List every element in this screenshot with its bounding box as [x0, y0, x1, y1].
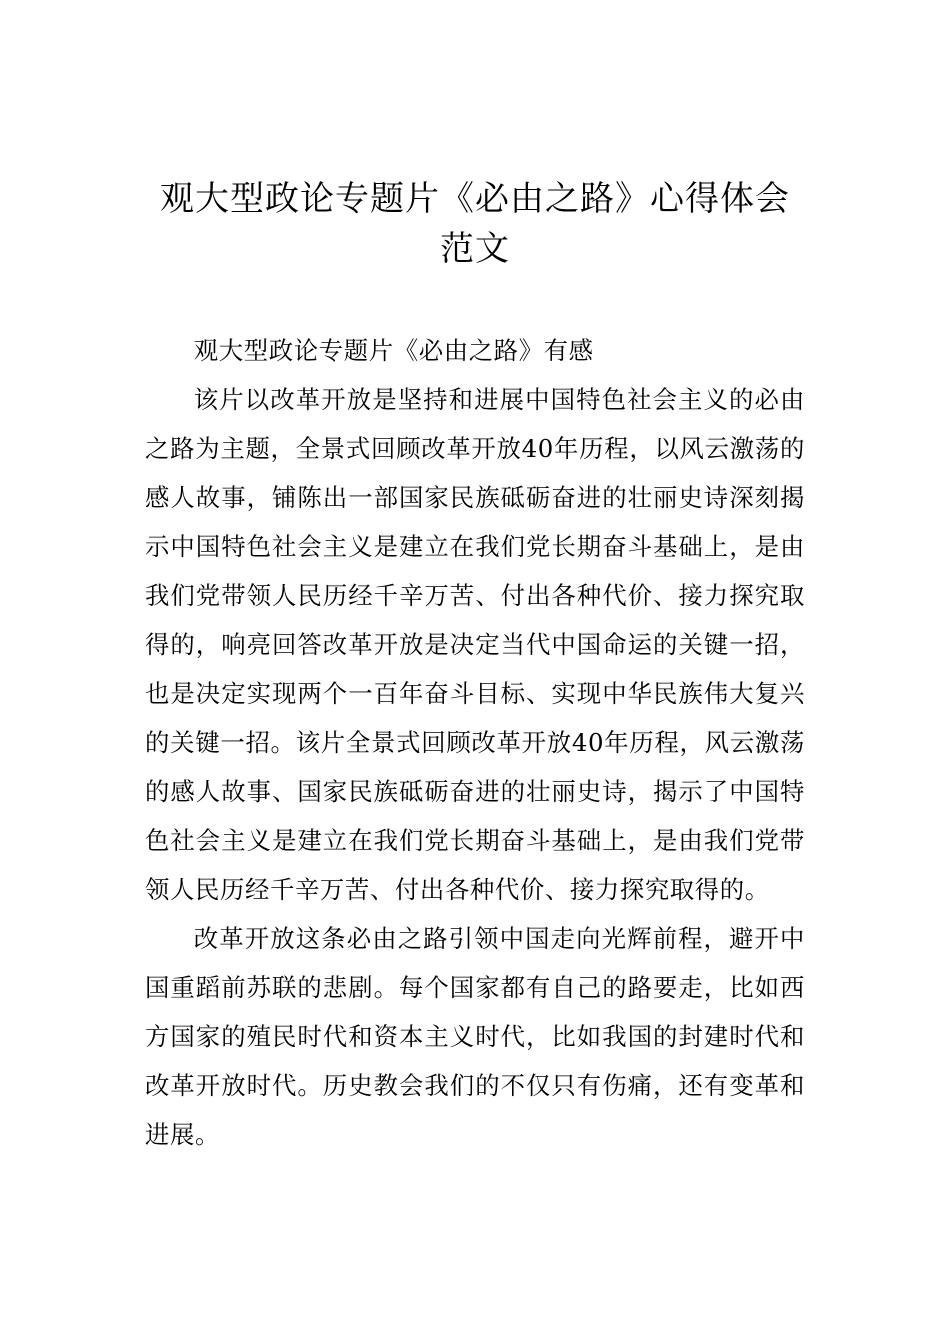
document-body [145, 326, 805, 1159]
body-paragraph: 改革开放这条必由之路引领中国走向光辉前程，避开中国重蹈前苏联的悲剧。每个国家都有自己的路要走，比如西方国家的殖民时代和资本主义时代，比如我国的封建时代和改革开放时代。历史教会我们的不仅只有伤痛，还有变革和进展。 [145, 924, 805, 1149]
subtitle-paragraph: 观大型政论专题片《必由之路》有感 [193, 336, 594, 365]
body-paragraph: 该片以改革开放是坚持和进展中国特色社会主义的必由之路为主题，全景式回顾改革开放40年历程，以风云激荡的感人故事，铺陈出一部国家民族砥砺奋进的壮丽史诗深刻揭示中国特色社会主义是建立在我们党长期奋斗基础上，是由我们党带领人民历经千辛万苦、付出各种代价、接力探究取得的，响亮回答改革开放是决定当代中国命运的关键一招，也是决定实现两个一百年奋斗目标、实现中华民族伟大复兴的关键一招。该片全景式回顾改革开放40年历程，风云激荡的感人故事、国家民族砥砺奋进的壮丽史诗，揭示了中国特色社会主义是建立在我们党长期奋斗基础上，是由我们党带领人民历经千辛万苦、付出各种代价、接力探究取得的。 [145, 385, 805, 904]
document-title: 观大型政论专题片《必由之路》心得体会范文 [160, 179, 790, 269]
